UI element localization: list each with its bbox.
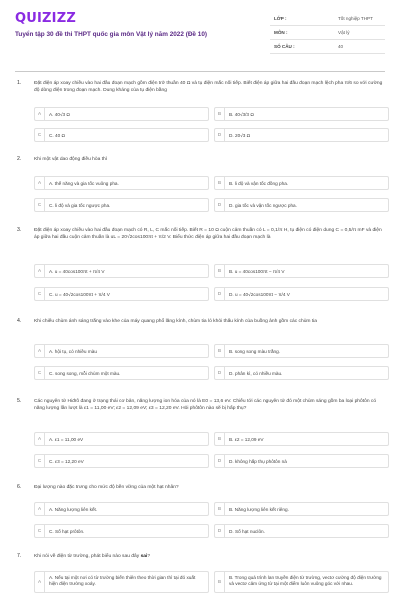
meta-value: 40: [338, 44, 344, 49]
option-letter: B: [215, 177, 225, 189]
option-text: D. Số hạt nuclôn.: [229, 528, 265, 534]
question-text: Khi chiếu chùm ánh sáng trắng vào khe của máy quang phổ lăng kính, chùm tia ló khỏi thấu kính của buồng ảnh gồm các chùm tia: [34, 319, 318, 324]
header-divider: [15, 71, 385, 72]
option-text: B. Năng lượng liên kết riêng.: [229, 506, 289, 512]
option-letter: D: [215, 455, 225, 467]
option-d[interactable]: [214, 198, 389, 212]
option-text: D. không hấp thụ phôtôn nà: [229, 458, 287, 464]
question-number: 6.: [17, 484, 22, 490]
option-text: B. Trong quá trình lan truyền điện từ trường, vectơ cường độ điện trường và vectơ cảm ứng từ tại một điểm luôn vuông góc với nhau.: [229, 575, 382, 586]
option-text: A. thế năng và gia tốc vuông pha.: [49, 180, 119, 186]
option-text: A. Nếu tại một nơi có từ trường biến thiên theo thời gian thì tại đó xuất hiện điện trường xoáy.: [49, 575, 196, 586]
question-number: 1.: [17, 80, 22, 86]
question-number: 7.: [17, 553, 22, 559]
option-b[interactable]: [214, 107, 389, 121]
option-b[interactable]: [214, 502, 389, 516]
meta-value: Tốt nghiệp THPT: [338, 16, 373, 21]
option-text: D. gia tốc và vận tốc ngược pha.: [229, 202, 297, 208]
option-letter: B: [215, 345, 225, 357]
quizizz-logo: QUIZIZZ: [15, 11, 76, 26]
question-text: Khi một vật dao động điều hòa thì: [34, 157, 108, 162]
option-b[interactable]: [214, 264, 389, 278]
question-number: 5.: [17, 398, 22, 404]
meta-value: Vật lý: [338, 30, 350, 35]
option-text: A. Năng lượng liên kết.: [49, 506, 98, 512]
option-c[interactable]: [34, 287, 209, 301]
question-emphasis: sai: [140, 554, 148, 559]
option-d[interactable]: [214, 524, 389, 538]
option-letter: B: [215, 108, 225, 120]
page-header: [0, 0, 400, 68]
option-a[interactable]: [34, 176, 209, 190]
option-b[interactable]: [214, 432, 389, 446]
option-a[interactable]: [34, 502, 209, 516]
meta-label: LỚP :: [274, 16, 287, 21]
option-b[interactable]: [214, 571, 389, 593]
option-a[interactable]: [34, 432, 209, 446]
option-letter: B: [215, 503, 225, 515]
meta-label: MÔN :: [274, 30, 288, 35]
question-number: 4.: [17, 318, 22, 324]
option-letter: D: [215, 288, 225, 300]
question-text: [34, 553, 384, 560]
option-text: C. li độ và gia tốc ngược pha.: [49, 202, 111, 208]
option-d[interactable]: [214, 454, 389, 468]
option-letter: C: [35, 199, 45, 211]
option-text: B. li độ và vận tốc đồng pha.: [229, 180, 289, 186]
meta-row-class: [270, 12, 385, 26]
meta-row-count: [270, 40, 385, 54]
option-letter: D: [215, 129, 225, 141]
option-text: C. ε3 = 12,20 eV: [49, 458, 84, 464]
option-letter: B: [215, 265, 225, 277]
question-text: Đặt điện áp xoay chiều vào hai đầu đoạn mạch có R, L, C mắc nối tiếp. Biết R = 10 Ω cuộn cảm thuần có L = 0,1/π H, tụ điện có điện dung C = 0,5/π mF và điện áp giữa hai đầu cuộn cảm thuần là uL = 20√2cos100πt + π/2 V. Biểu thức điện áp giữa hai đầu đoạn mạch là: [34, 228, 382, 240]
option-c[interactable]: [34, 454, 209, 468]
meta-row-subject: [270, 26, 385, 40]
option-letter: B: [215, 572, 225, 592]
question-text: Đại lượng nào đặc trưng cho mức độ bền vững của một hạt nhân?: [34, 485, 179, 490]
question-text-part: ?: [147, 554, 151, 559]
option-b[interactable]: [214, 344, 389, 358]
option-text: B. ε2 = 12,09 eV: [229, 436, 264, 442]
option-letter: A: [35, 345, 45, 357]
option-c[interactable]: [34, 128, 209, 142]
meta-label: SỐ CÂU :: [274, 44, 295, 49]
question-text: Đặt điện áp xoay chiều vào hai đầu đoạn mạch gồm điện trở thuần 40 Ω và tụ điện mắc nối tiếp. Biết điện áp giữa hai đầu đoạn mạch lệch pha π/6 so với cường độ dòng điện trong đoạn mạch. Dung kháng của tụ điện bằng: [34, 81, 383, 93]
option-b[interactable]: [214, 176, 389, 190]
option-a[interactable]: [34, 107, 209, 121]
option-letter: B: [215, 433, 225, 445]
question-number: 3.: [17, 227, 22, 233]
option-text: D. 20√3 Ω: [229, 132, 251, 138]
option-letter: A: [35, 177, 45, 189]
option-text: B. song song màu trắng.: [229, 348, 281, 354]
option-a[interactable]: [34, 264, 209, 278]
option-text: B. 40√3/3 Ω: [229, 111, 254, 117]
option-d[interactable]: [214, 128, 389, 142]
option-d[interactable]: [214, 366, 389, 380]
option-letter: D: [215, 525, 225, 537]
option-text: A. ε1 = 11,00 eV: [49, 436, 84, 442]
option-letter: A: [35, 108, 45, 120]
option-text: C. song song, mỗi chùm một màu.: [49, 370, 121, 376]
option-letter: D: [215, 367, 225, 379]
option-letter: D: [215, 199, 225, 211]
option-a[interactable]: [34, 571, 209, 593]
option-text: D. phân kì, có nhiều màu.: [229, 370, 283, 376]
option-text: C. 40 Ω: [49, 132, 66, 138]
option-text: A. 40√3 Ω: [49, 111, 70, 117]
question-text: Các nguyên tử Hiđrô đang ở trạng thái cơ bản, năng lượng ion hóa của nó là E0 = 13,6 eV. Chiếu tới các nguyên tử đó một chùm sáng gồm ba loại phôtôn có năng lượng lần lượt là ε1 = 11,00 eV; ε2 = 12,09 eV; ε3 = 12,20 eV. Hỏi phôtôn nào sẽ bị hấp thụ?: [34, 399, 377, 411]
option-text: B. u = 40cos100πt − π/4 V: [229, 268, 285, 274]
option-c[interactable]: [34, 366, 209, 380]
option-letter: C: [35, 288, 45, 300]
option-letter: C: [35, 129, 45, 141]
option-text: C. u = 40√2cos100πt + π/4 V: [49, 291, 110, 297]
question-number: 2.: [17, 156, 22, 162]
option-c[interactable]: [34, 524, 209, 538]
option-letter: A: [35, 433, 45, 445]
option-text: D. u = 40√2cos100πt − π/4 V: [229, 291, 290, 297]
option-letter: A: [35, 503, 45, 515]
question-text-part: Khi nói về điện từ trường, phát biểu nào sau đây: [34, 554, 141, 559]
option-d[interactable]: [214, 287, 389, 301]
option-letter: C: [35, 367, 45, 379]
option-letter: A: [35, 572, 45, 592]
meta-table: [270, 12, 385, 54]
document-title: Tuyển tập 30 đề thi THPT quốc gia môn Vật lý năm 2022 (Đề 10): [15, 31, 207, 38]
option-letter: C: [35, 525, 45, 537]
option-text: A. u = 40cos100πt + π/4 V: [49, 268, 105, 274]
option-c[interactable]: [34, 198, 209, 212]
option-letter: A: [35, 265, 45, 277]
option-letter: C: [35, 455, 45, 467]
option-text: C. Số hạt prôtôn.: [49, 528, 85, 534]
option-text: A. hội tụ, có nhiều màu: [49, 348, 97, 354]
option-a[interactable]: [34, 344, 209, 358]
